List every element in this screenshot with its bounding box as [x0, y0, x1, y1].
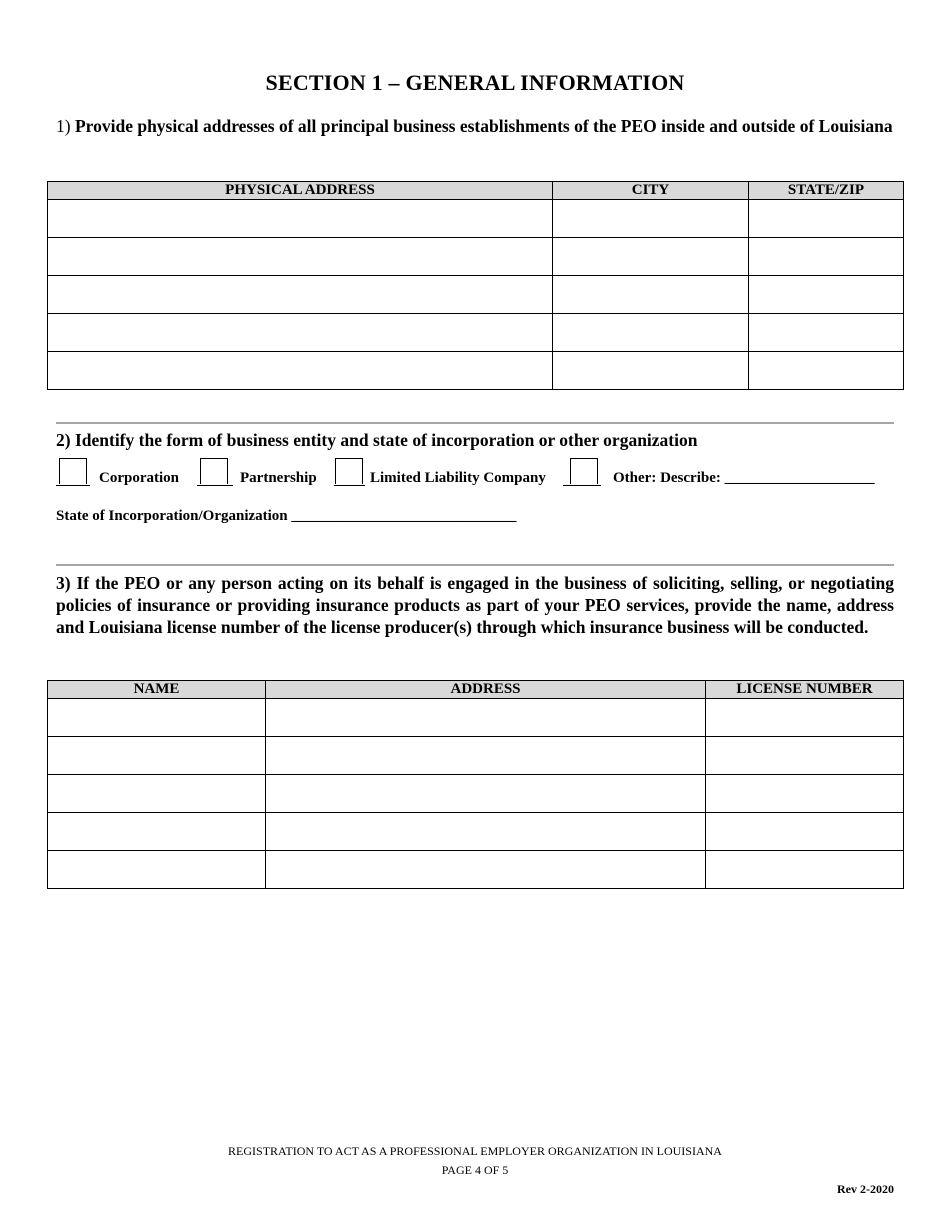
table-header-row [48, 681, 904, 699]
physical-address-cell[interactable] [48, 352, 553, 390]
table-row [48, 699, 904, 737]
section-divider [56, 422, 894, 424]
table-row [48, 276, 904, 314]
other-label [613, 470, 875, 487]
physical-address-cell[interactable] [48, 238, 553, 276]
name-cell[interactable] [48, 775, 266, 813]
physical-address-table [47, 181, 904, 390]
footer-page-number: PAGE 4 OF 5 [441, 1163, 509, 1177]
license-number-header: LICENSE NUMBER [706, 681, 904, 699]
table-row [48, 813, 904, 851]
state-zip-cell[interactable] [749, 352, 904, 390]
state-of-incorporation-label: State of Incorporation/Organization [56, 508, 288, 524]
name-cell[interactable] [48, 699, 266, 737]
checkbox-underline [197, 485, 233, 486]
table-row [48, 314, 904, 352]
address-cell[interactable] [266, 699, 706, 737]
state-of-incorporation-blank[interactable]: ______________________________ [291, 508, 517, 524]
section-divider [56, 564, 894, 566]
llc-checkbox[interactable] [335, 458, 363, 484]
city-header: CITY [553, 182, 749, 200]
question-3: 3) If the PEO or any person acting on its behalf is engaged in the business of soliciting, selling, or negotiating policies of insurance or providing insurance products as part of your PEO services, provide the name, address and Louisiana license number of the license producer(s) through which insurance business will be conducted. [56, 573, 894, 637]
checkbox-underline [563, 485, 601, 486]
table-row [48, 851, 904, 889]
state-zip-cell[interactable] [749, 276, 904, 314]
state-zip-cell[interactable] [749, 314, 904, 352]
state-zip-header: STATE/ZIP [749, 182, 904, 200]
corporation-checkbox[interactable] [59, 458, 87, 484]
question-1-text: Provide physical addresses of all principal business establishments of the PEO inside and outside of Louisiana [74, 116, 893, 136]
partnership-checkbox[interactable] [200, 458, 228, 484]
state-of-incorporation [56, 508, 516, 525]
question-1-number: 1) [56, 116, 71, 136]
license-number-cell[interactable] [706, 737, 904, 775]
state-zip-cell[interactable] [749, 200, 904, 238]
address-cell[interactable] [266, 737, 706, 775]
name-cell[interactable] [48, 813, 266, 851]
name-cell[interactable] [48, 851, 266, 889]
table-row [48, 352, 904, 390]
license-number-cell[interactable] [706, 699, 904, 737]
physical-address-cell[interactable] [48, 276, 553, 314]
address-header: ADDRESS [266, 681, 706, 699]
license-number-cell[interactable] [706, 851, 904, 889]
address-cell[interactable] [266, 775, 706, 813]
license-producer-table [47, 680, 904, 889]
city-cell[interactable] [553, 352, 749, 390]
checkbox-underline [56, 485, 90, 486]
city-cell[interactable] [553, 238, 749, 276]
table-row [48, 200, 904, 238]
city-cell[interactable] [553, 276, 749, 314]
other-describe-label: Other: Describe: [613, 470, 721, 486]
table-row [48, 775, 904, 813]
footer-form-title: REGISTRATION TO ACT AS A PROFESSIONAL EMPLOYER ORGANIZATION IN LOUISIANA [228, 1144, 722, 1158]
partnership-label: Partnership [240, 470, 317, 486]
state-zip-cell[interactable] [749, 238, 904, 276]
entity-type-options [56, 456, 916, 490]
question-1 [56, 116, 896, 137]
table-header-row [48, 182, 904, 200]
checkbox-underline [334, 485, 365, 486]
name-cell[interactable] [48, 737, 266, 775]
physical-address-cell[interactable] [48, 200, 553, 238]
city-cell[interactable] [553, 314, 749, 352]
llc-label: Limited Liability Company [370, 470, 546, 486]
question-2: 2) Identify the form of business entity and state of incorporation or other organization [56, 430, 698, 450]
address-cell[interactable] [266, 813, 706, 851]
table-row [48, 238, 904, 276]
corporation-label: Corporation [99, 470, 179, 486]
revision-label: Rev 2-2020 [837, 1182, 894, 1196]
table-row [48, 737, 904, 775]
other-describe-blank[interactable]: ____________________ [724, 470, 875, 486]
physical-address-header: PHYSICAL ADDRESS [48, 182, 553, 200]
section-title: SECTION 1 – GENERAL INFORMATION [265, 70, 685, 95]
address-cell[interactable] [266, 851, 706, 889]
city-cell[interactable] [553, 200, 749, 238]
license-number-cell[interactable] [706, 813, 904, 851]
name-header: NAME [48, 681, 266, 699]
other-checkbox[interactable] [570, 458, 598, 484]
physical-address-cell[interactable] [48, 314, 553, 352]
license-number-cell[interactable] [706, 775, 904, 813]
